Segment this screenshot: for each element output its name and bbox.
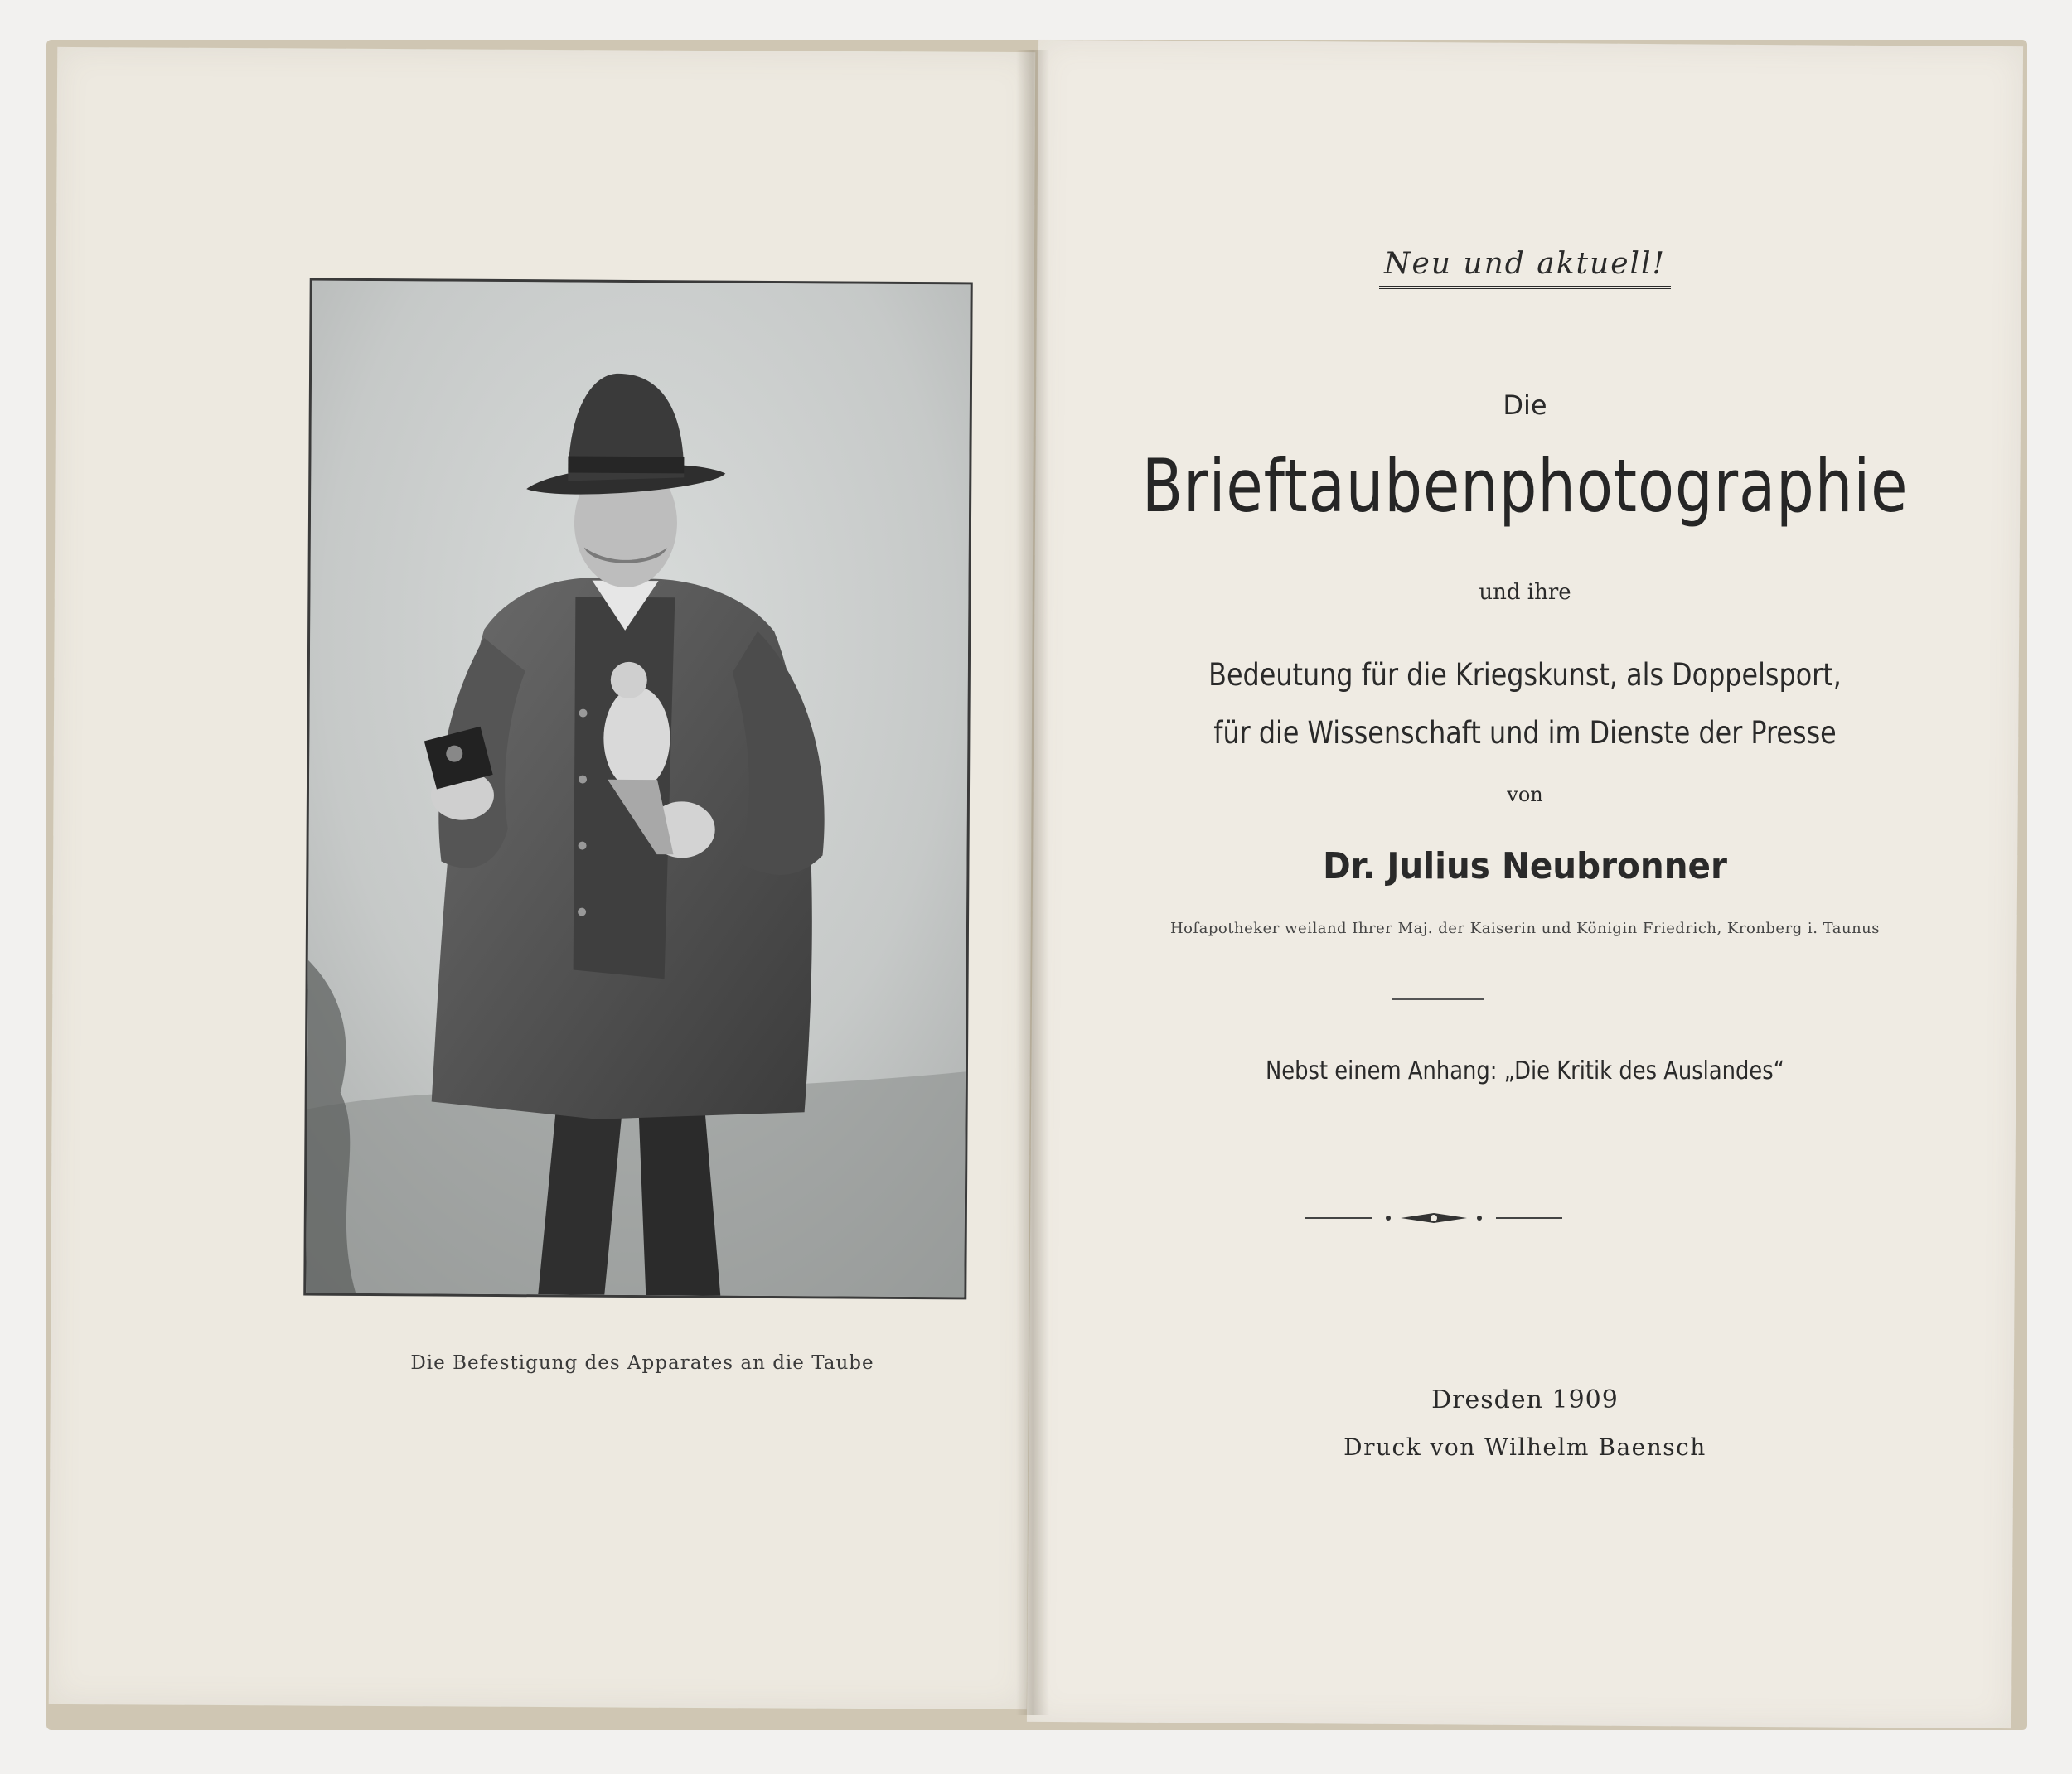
author-name: Dr. Julius Neubronner <box>1323 845 1727 887</box>
frontispiece-photograph <box>303 278 972 1300</box>
book-gutter <box>1016 50 1049 1715</box>
imprint-place-year: Dresden 1909 <box>1431 1385 1619 1414</box>
header-tagline <box>1036 247 2014 289</box>
subtitle-line-2: für die Wissenschaft und im Dienste der Presse <box>1213 715 1837 751</box>
ornament-divider <box>1305 1206 1562 1230</box>
by-label: von <box>1507 783 1543 806</box>
header-tagline-text: Neu und aktuell! <box>1379 247 1671 289</box>
title-connector: und ihre <box>1479 580 1571 605</box>
photograph-man-with-pigeon <box>306 281 970 1298</box>
appendix-note: Nebst einem Anhang: „Die Kritik des Auslandes“ <box>1265 1056 1785 1085</box>
book-title: Brieftaubenphotographie <box>1141 443 1909 529</box>
imprint-printer: Druck von Wilhelm Baensch <box>1343 1433 1706 1461</box>
title-prefix: Die <box>1503 389 1547 421</box>
book-subtitle <box>1105 646 1946 762</box>
subtitle-line-1: Bedeutung für die Kriegskunst, als Doppelsport, <box>1208 657 1842 693</box>
author-title: Hofapotheker weiland Ihrer Maj. der Kaiserin und Königin Friedrich, Kronberg i. Taunus <box>1169 920 1880 937</box>
photo-caption: Die Befestigung des Apparates an die Taube <box>410 1352 874 1374</box>
separator-rule <box>1392 998 1484 1000</box>
